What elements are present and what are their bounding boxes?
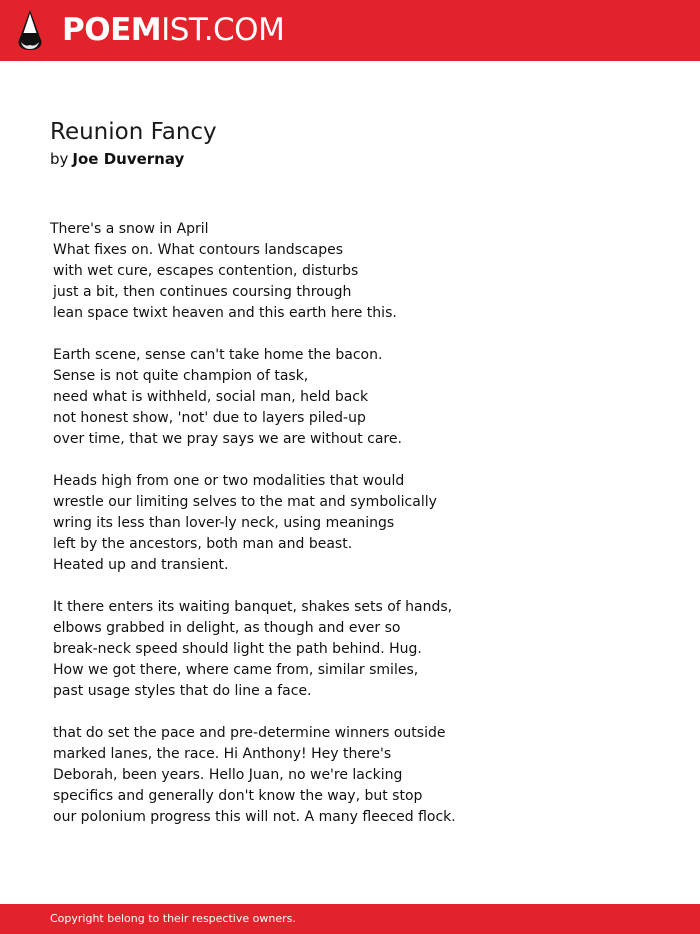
stanza: [50, 597, 680, 702]
site-logo-text[interactable]: [62, 12, 284, 48]
stanza: [50, 723, 680, 828]
stanza: [50, 471, 680, 576]
poem-line: specifics and generally don't know the way, but stop: [53, 788, 423, 804]
poem-line: Sense is not quite champion of task,: [53, 368, 309, 384]
poem-line: wrestle our limiting selves to the mat and symbolically: [53, 494, 437, 510]
poem-line: How we got there, where came from, similar smiles,: [53, 662, 419, 678]
poem-line: need what is withheld, social man, held back: [53, 389, 369, 405]
poem-line: What fixes on. What contours landscapes: [53, 242, 343, 258]
poem-line: left by the ancestors, both man and beast.: [53, 536, 353, 552]
poem-line: It there enters its waiting banquet, shakes sets of hands,: [53, 599, 453, 615]
poem-body: [50, 219, 680, 849]
poem-line: Heads high from one or two modalities that would: [53, 473, 405, 489]
poem-line: There's a snow in April: [50, 221, 209, 237]
poem-byline: [50, 148, 184, 170]
poem-line: Heated up and transient.: [53, 557, 229, 573]
logo-light-part: IST.COM: [161, 12, 285, 48]
poem-line: over time, that we pray says we are without care.: [53, 431, 402, 447]
poem-line: just a bit, then continues coursing through: [53, 284, 352, 300]
logo-bold-part: POEM: [62, 12, 162, 48]
poem-line: with wet cure, escapes contention, disturbs: [53, 263, 359, 279]
poem-line: past usage styles that do line a face.: [53, 683, 312, 699]
poem-line: that do set the pace and pre-determine winners outside: [53, 725, 446, 741]
site-header: [0, 0, 700, 61]
poem-line: Deborah, been years. Hello Juan, no we're lacking: [53, 767, 403, 783]
poem-line: elbows grabbed in delight, as though and ever so: [53, 620, 401, 636]
stanza: [50, 219, 680, 324]
copyright-notice: Copyright belong to their respective owners.: [50, 912, 296, 925]
poem-line: not honest show, 'not' due to layers piled-up: [53, 410, 366, 426]
poem-line: wring its less than lover-ly neck, using meanings: [53, 515, 395, 531]
by-label: by: [50, 150, 69, 168]
poem-line: break-neck speed should light the path behind. Hug.: [53, 641, 422, 657]
stanza: [50, 345, 680, 450]
poem-line: Earth scene, sense can't take home the bacon.: [53, 347, 383, 363]
pencil-tip-icon[interactable]: [17, 9, 43, 51]
author-name: Joe Duvernay: [72, 150, 185, 168]
poem-line: lean space twixt heaven and this earth here this.: [53, 305, 397, 321]
poem-title: Reunion Fancy: [50, 119, 217, 145]
site-footer: [0, 904, 700, 934]
poem-line: our polonium progress this will not. A many fleeced flock.: [53, 809, 456, 825]
poem-line: marked lanes, the race. Hi Anthony! Hey there's: [53, 746, 392, 762]
